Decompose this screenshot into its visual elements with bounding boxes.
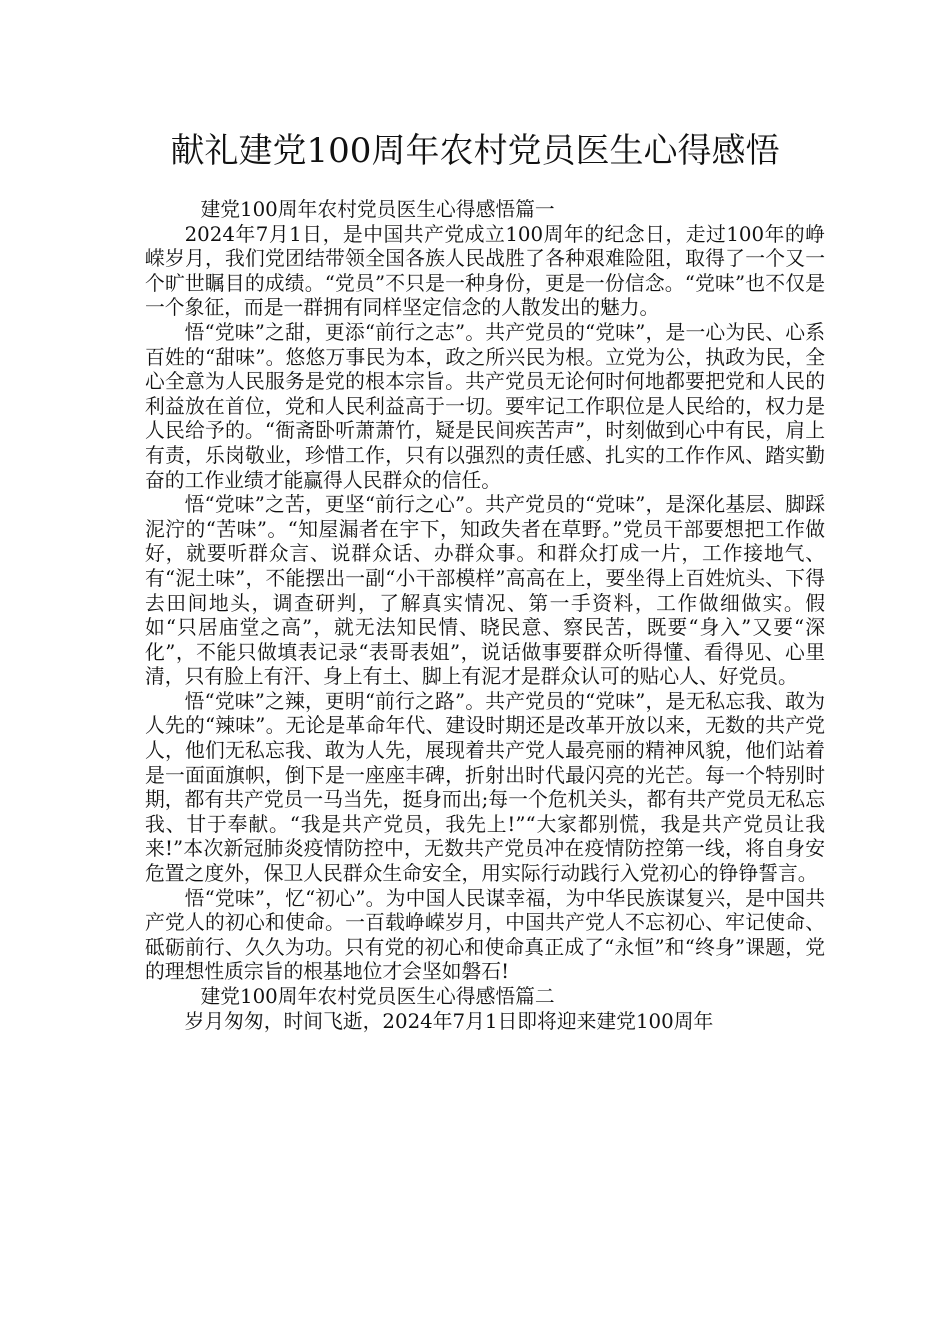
paragraph-1: 2024年7月1日，是中国共产党成立100周年的纪念日，走过100年的峥嵘岁月，我们党团结带领全国各族人民战胜了各种艰难险阻，取得了一个又一个旷世瞩目的成绩。“党员”不只是一种身份，更是一份信念。“党味”也不仅是一个象征，而是一群拥有同样坚定信念的人散发出的魅力。 (145, 222, 825, 320)
section-heading-2: 建党100周年农村党员医生心得感悟篇二 (200, 985, 555, 1008)
document-title: 献礼建党100周年农村党员医生心得感悟 (170, 131, 780, 171)
paragraph-4: 悟“党味”之辣，更明“前行之路”。共产党员的“党味”，是无私忘我、敢为人先的“辣味”。无论是革命年代、建设时期还是改革开放以来，无数的共产党人，他们无私忘我、敢为人先，展现着共产党人最亮丽的精神风貌，他们站着是一面面旗帜，倒下是一座座丰碑，折射出时代最闪亮的光芒。每一个特别时期，都有共产党员一马当先，挺身而出;每一个危机关头，都有共产党员无私忘我、甘于奉献。“我是共产党员，我先上!”“大家都别慌，我是共产党员让我来!”本次新冠肺炎疫情防控中，无数共产党员冲在疫情防控第一线，将自身安危置之度外，保卫人民群众生命安全，用实际行动践行入党初心的铮铮誓言。 (145, 689, 825, 886)
paragraph-3: 悟“党味”之苦，更坚“前行之心”。共产党员的“党味”，是深化基层、脚踩泥泞的“苦味”。“知屋漏者在宇下，知政失者在草野。”党员干部要想把工作做好，就要听群众言、说群众话、办群众事。和群众打成一片，工作接地气、有“泥土味”，不能摆出一副“小干部模样”高高在上，要坐得上百姓炕头、下得去田间地头，调查研判，了解真实情况、第一手资料，工作做细做实。假如“只居庙堂之高”，就无法知民情、晓民意、察民苦，既要“身入”又要“深化”，不能只做填表记录“表哥表姐”，说话做事要群众听得懂、看得见、心里清，只有脸上有汗、身上有土、脚上有泥才是群众认可的贴心人、好党员。 (145, 493, 825, 689)
paragraph-6: 岁月匆匆，时间飞逝，2024年7月1日即将迎来建党100周年 (184, 1009, 714, 1033)
paragraph-5: 悟“党味”，忆“初心”。为中国人民谋幸福，为中华民族谋复兴，是中国共产党人的初心和使命。一百载峥嵘岁月，中国共产党人不忘初心、牢记使命、砥砺前行、久久为功。只有党的初心和使命真正成了“永恒”和“终身”课题，党的理想性质宗旨的根基地位才会坚如磐石! (145, 886, 825, 984)
section-heading-1: 建党100周年农村党员医生心得感悟篇一 (200, 198, 555, 221)
document-body (145, 198, 825, 1034)
paragraph-2: 悟“党味”之甜，更添“前行之志”。共产党员的“党味”，是一心为民、心系百姓的“甜味”。悠悠万事民为本，政之所兴民为根。立党为公，执政为民，全心全意为人民服务是党的根本宗旨。共产党员无论何时何地都要把党和人民的利益放在首位，党和人民利益高于一切。要牢记工作职位是人民给的，权力是人民给予的。“衙斋卧听萧萧竹，疑是民间疾苦声”，时刻做到心中有民，肩上有责，乐岗敬业，珍惜工作，只有以强烈的责任感、扎实的工作作风、踏实勤奋的工作业绩才能赢得人民群众的信任。 (145, 320, 825, 492)
